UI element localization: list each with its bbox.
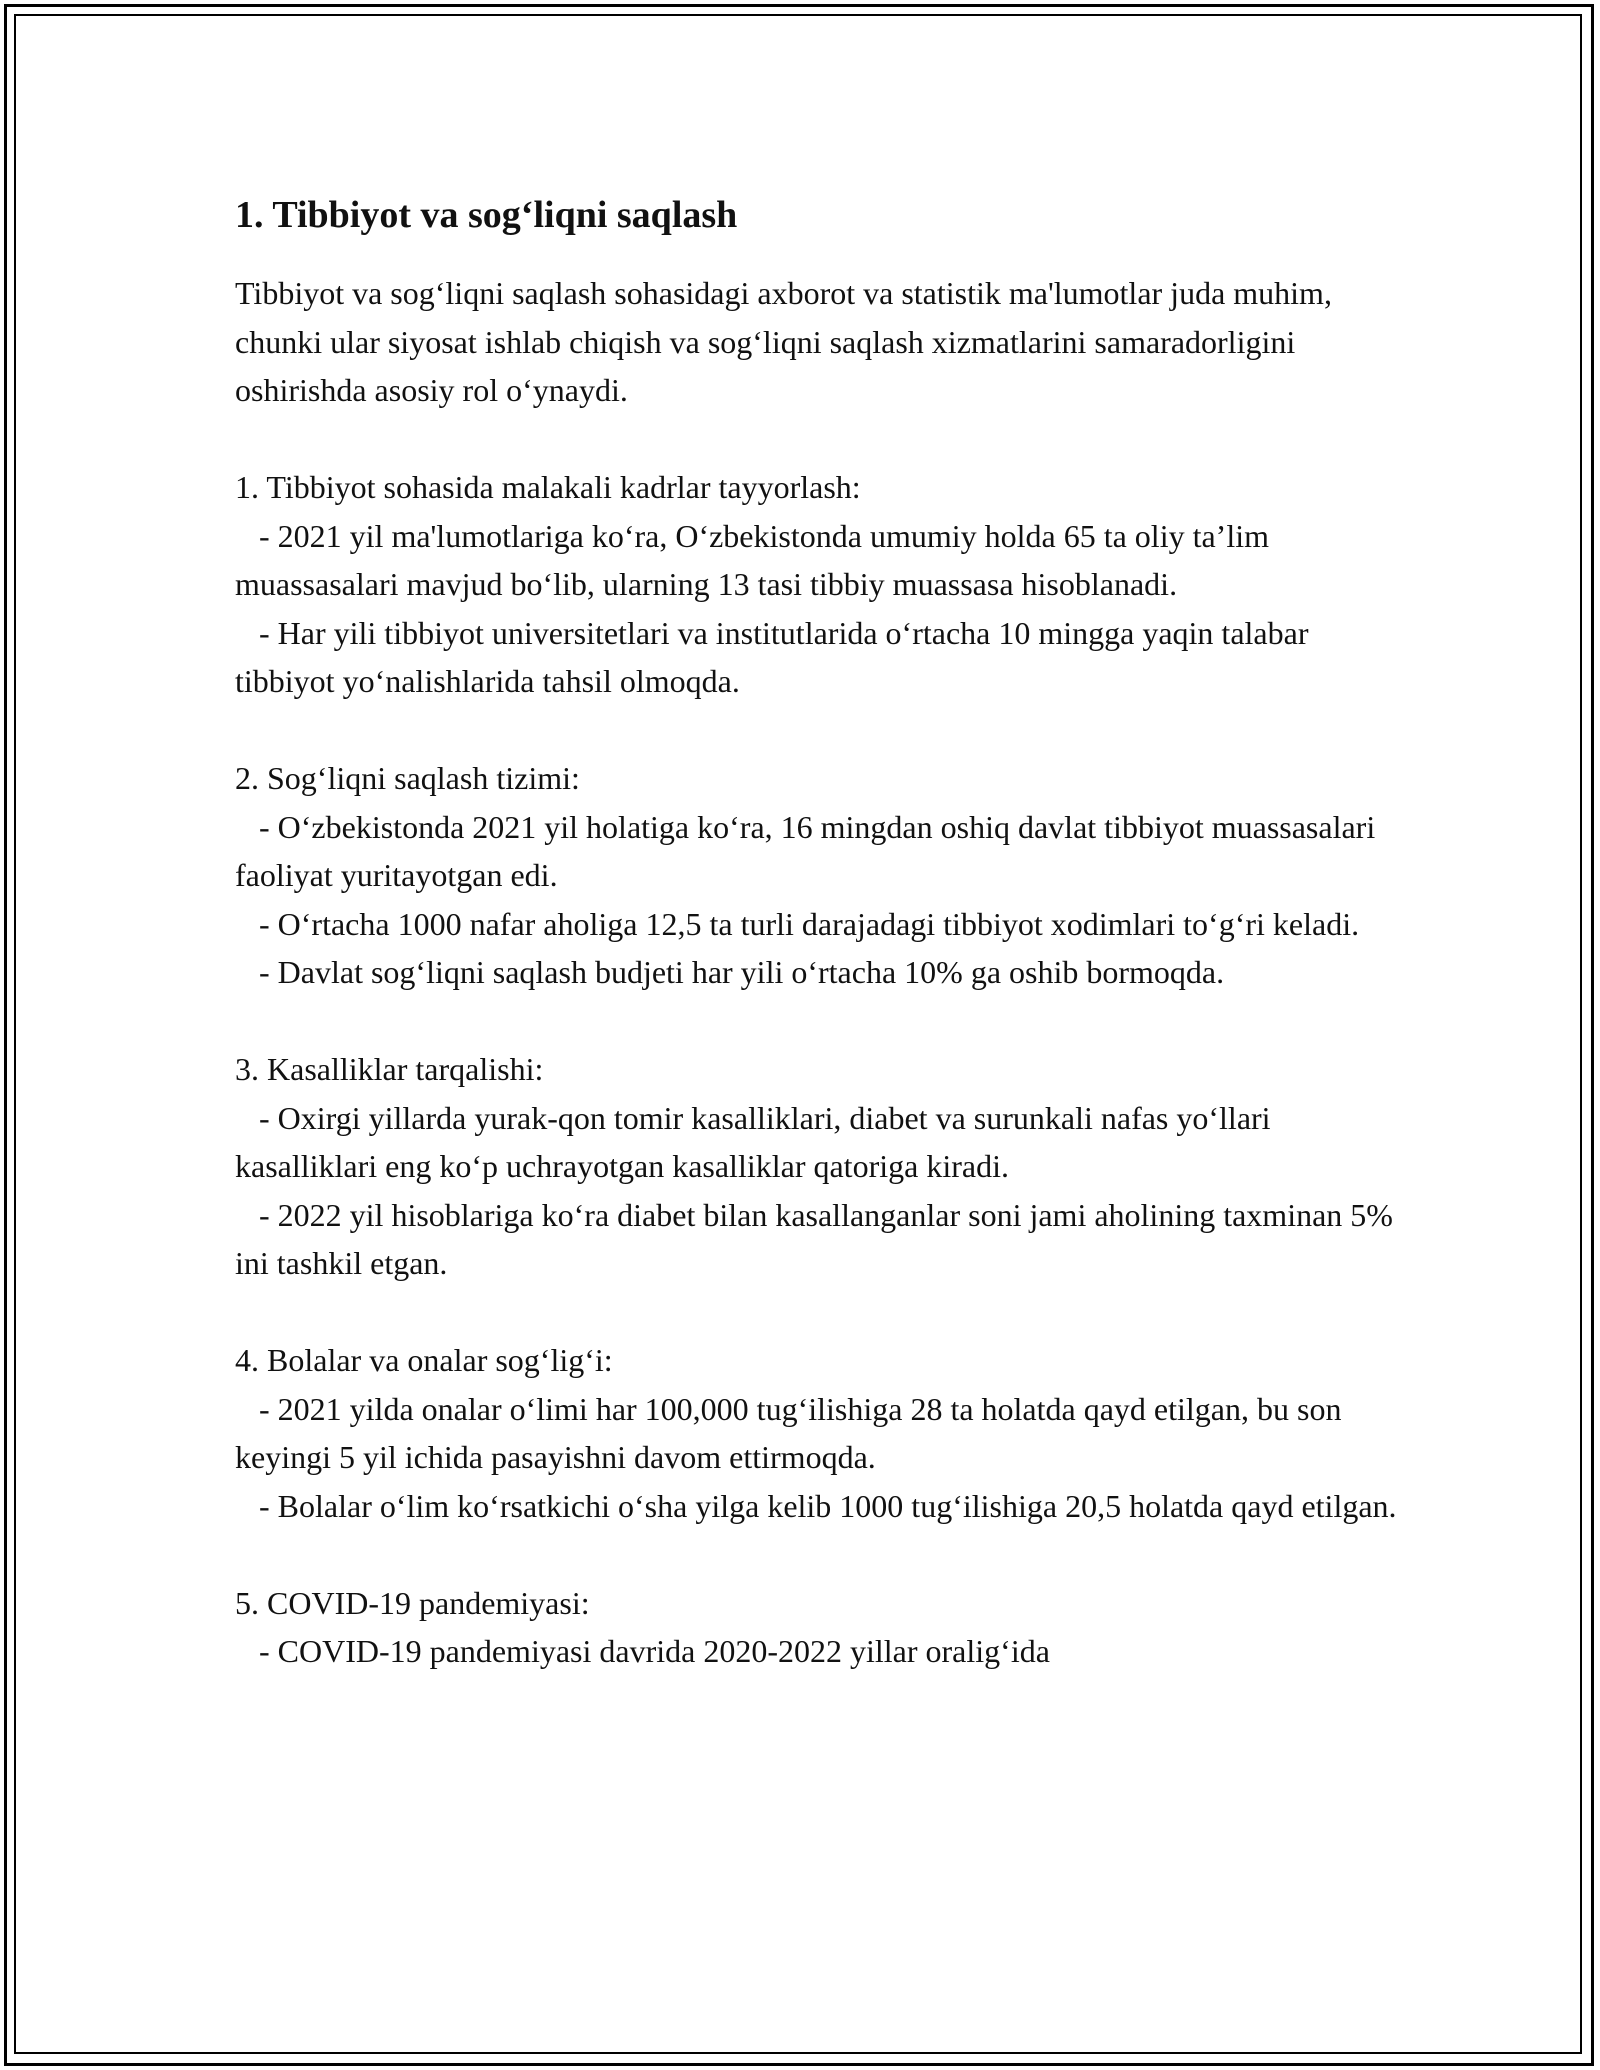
bullet-item: - 2021 yil ma'lumotlariga ko‘ra, O‘zbekistonda umumiy holda 65 ta oliy ta’lim muassasalari mavjud bo‘lib, ularning 13 tasi tibbiy muassasa hisoblanadi. [235,517,1269,602]
bullet-item: - Davlat sog‘liqni saqlash budjeti har yili o‘rtacha 10% ga oshib bormoqda. [259,954,1225,990]
bullet-item: - Oxirgi yillarda yurak-qon tomir kasalliklari, diabet va surunkali nafas yo‘llari kasalliklari eng ko‘p uchrayotgan kasalliklar qatoriga kiradi. [235,1099,1271,1184]
section-heading: 3. Kasalliklar tarqalishi: [235,1051,544,1087]
section-2 [235,754,1415,997]
document-page [235,185,1415,1676]
section-5 [235,1579,1415,1676]
bullet-item: - O‘rtacha 1000 nafar aholiga 12,5 ta turli darajadagi tibbiyot xodimlari to‘g‘ri keladi. [259,905,1360,942]
intro-paragraph: Tibbiyot va sog‘liqni saqlash sohasidagi axborot va statistik ma'lumotlar juda muhim, chunki ular siyosat ishlab chiqish va sog‘liqni saqlash xizmatlarini samaradorligini oshirishda asosiy rol o‘ynaydi. [235,275,1332,408]
section-heading: 4. Bolalar va onalar sog‘lig‘i: [235,1342,613,1378]
bullet-item: - 2022 yil hisoblariga ko‘ra diabet bilan kasallanganlar soni jami aholining taxminan 5% ini tashkil etgan. [235,1196,1393,1281]
section-3 [235,1045,1415,1288]
document-title: 1. Tibbiyot va sog‘liqni saqlash [235,194,738,236]
section-heading: 5. COVID-19 pandemiyasi: [235,1584,590,1621]
bullet-item: - O‘zbekistonda 2021 yil holatiga ko‘ra, 16 mingdan oshiq davlat tibbiyot muassasalari faoliyat yuritayotgan edi. [235,808,1376,893]
section-heading: 2. Sog‘liqni saqlash tizimi: [235,760,580,796]
bullet-item: - Bolalar o‘lim ko‘rsatkichi o‘sha yilga kelib 1000 tug‘ilishiga 20,5 holatda qayd etilgan. [259,1487,1397,1524]
section-4 [235,1336,1415,1530]
bullet-item: - 2021 yilda onalar o‘limi har 100,000 tug‘ilishiga 28 ta holatda qayd etilgan, bu son keyingi 5 yil ichida pasayishni davom ettirmoqda. [235,1390,1342,1475]
section-heading: 1. Tibbiyot sohasida malakali kadrlar tayyorlash: [235,469,861,505]
section-1 [235,463,1415,706]
bullet-item: - COVID-19 pandemiyasi davrida 2020-2022 yillar oralig‘ida [259,1633,1050,1669]
bullet-item: - Har yili tibbiyot universitetlari va institutlarida o‘rtacha 10 mingga yaqin talabar tibbiyot yo‘nalishlarida tahsil olmoqda. [235,614,1309,699]
